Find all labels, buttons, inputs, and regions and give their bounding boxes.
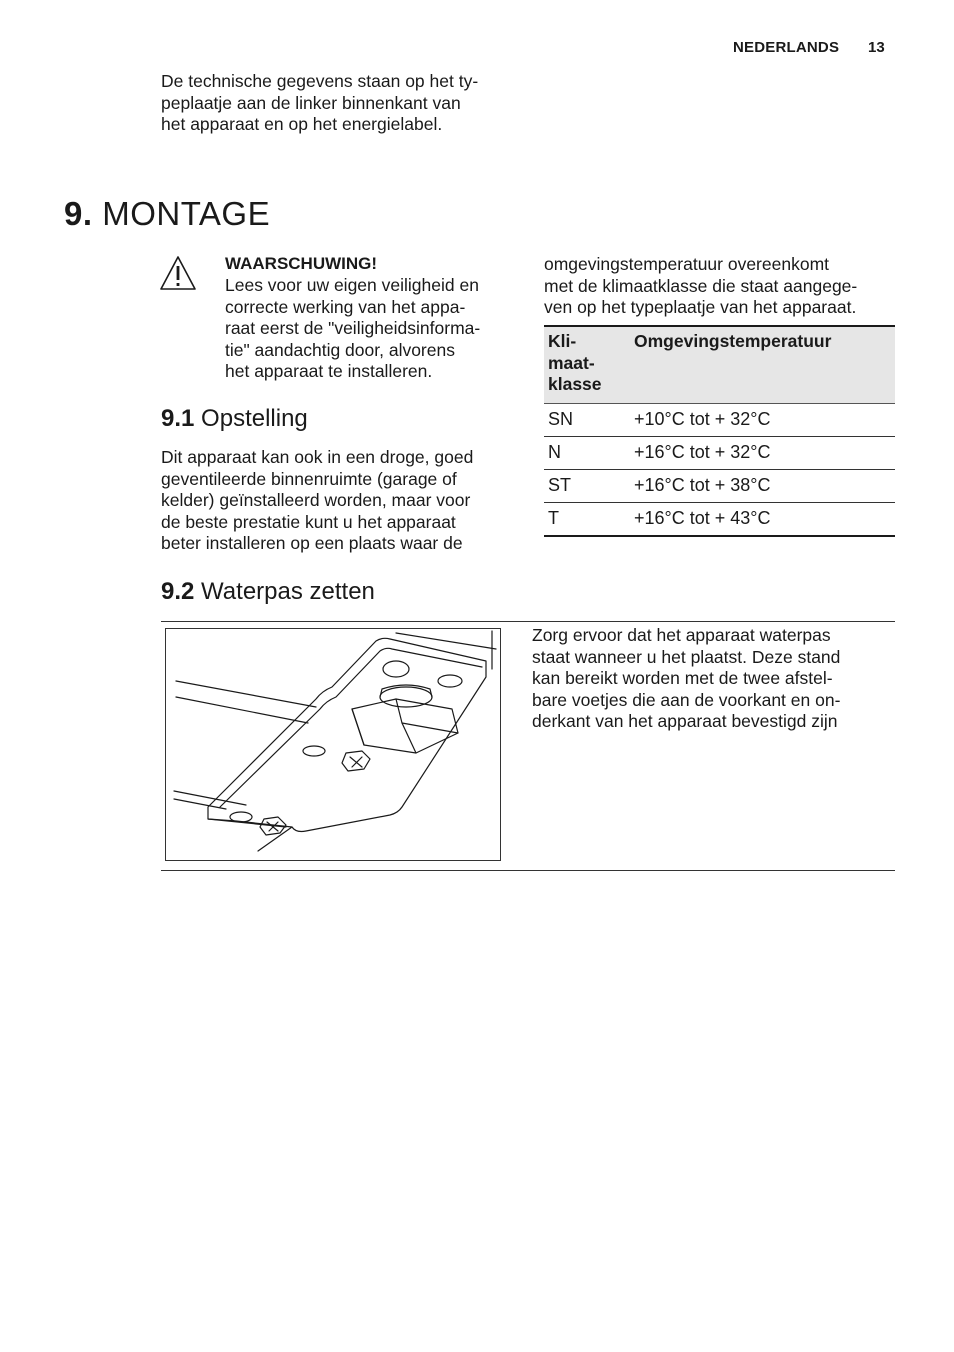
warning-line: correcte werking van het appa-	[225, 296, 466, 317]
section-title: Opstelling	[201, 405, 308, 432]
section-divider	[161, 621, 895, 622]
climate-class-cell: T	[544, 502, 630, 536]
waterpas-line: derkant van het apparaat bevestigd zijn	[532, 711, 838, 731]
warning-line: het apparaat te installeren.	[225, 361, 433, 381]
continued-line: ven op het typeplaatje van het apparaat.	[544, 297, 857, 317]
climate-class-cell: N	[544, 436, 630, 469]
section-number: 9.1	[161, 405, 195, 432]
table-header-row	[544, 326, 895, 403]
waterpas-line: staat wanneer u het plaatst. Deze stand	[532, 646, 841, 667]
intro-paragraph	[161, 71, 521, 136]
section-number: 9.2	[161, 578, 195, 605]
warning-line: Lees voor uw eigen veiligheid en	[225, 275, 479, 295]
temperature-range-cell: +16°C tot + 38°C	[630, 469, 895, 502]
opstelling-line: kelder) geïnstalleerd worden, maar voor	[161, 490, 471, 510]
temperature-range-cell: +16°C tot + 43°C	[630, 502, 895, 536]
table-row	[544, 469, 895, 502]
continued-paragraph	[544, 254, 904, 319]
section-heading-opstelling	[161, 405, 308, 433]
warning-text	[225, 275, 520, 383]
waterpas-paragraph	[532, 625, 894, 733]
intro-line: De technische gegevens staan op het ty-	[161, 71, 479, 91]
warning-line: raat eerst de "veiligheidsinforma-	[225, 318, 481, 338]
section-divider	[161, 870, 895, 871]
opstelling-line: de beste prestatie kunt u het apparaat	[161, 511, 456, 532]
levelling-feet-illustration	[165, 628, 501, 861]
warning-title: WAARSCHUWING!	[225, 254, 378, 273]
climate-class-cell: ST	[544, 469, 630, 502]
opstelling-line: beter installeren op een plaats waar de	[161, 533, 463, 553]
section-title: Waterpas zetten	[201, 578, 375, 605]
table-row	[544, 403, 895, 436]
table-row	[544, 502, 895, 536]
intro-line: het apparaat en op het energielabel.	[161, 114, 443, 134]
continued-line: met de klimaatklasse die staat aangege-	[544, 275, 858, 296]
waterpas-line: bare voetjes die aan de voorkant en on-	[532, 689, 841, 710]
waterpas-line: kan bereikt worden met de twee afstel-	[532, 668, 833, 688]
waterpas-line: Zorg ervoor dat het apparaat waterpas	[532, 625, 831, 645]
opstelling-line: geventileerde binnenruimte (garage of	[161, 468, 457, 489]
header-climate-class: Kli- maat- klasse	[544, 326, 630, 403]
section-heading-waterpas	[161, 578, 375, 606]
opstelling-line: Dit apparaat kan ook in een droge, goed	[161, 447, 474, 467]
chapter-heading	[64, 195, 270, 233]
page-number: 13	[868, 39, 885, 56]
intro-line: peplaatje aan de linker binnenkant van	[161, 92, 461, 113]
warning-triangle-icon	[159, 255, 197, 291]
chapter-title: MONTAGE	[102, 195, 271, 232]
temperature-range-cell: +10°C tot + 32°C	[630, 403, 895, 436]
climate-class-cell: SN	[544, 403, 630, 436]
warning-line: tie" aandachtig door, alvorens	[225, 339, 455, 360]
temperature-range-cell: +16°C tot + 32°C	[630, 436, 895, 469]
header-ambient-temperature: Omgevingstemperatuur	[630, 326, 895, 403]
continued-line: omgevingstemperatuur overeenkomt	[544, 254, 830, 274]
chapter-number: 9.	[64, 195, 93, 232]
opstelling-paragraph	[161, 447, 521, 555]
header-language: NEDERLANDS	[733, 39, 840, 56]
table-row	[544, 436, 895, 469]
climate-class-table	[544, 325, 895, 537]
